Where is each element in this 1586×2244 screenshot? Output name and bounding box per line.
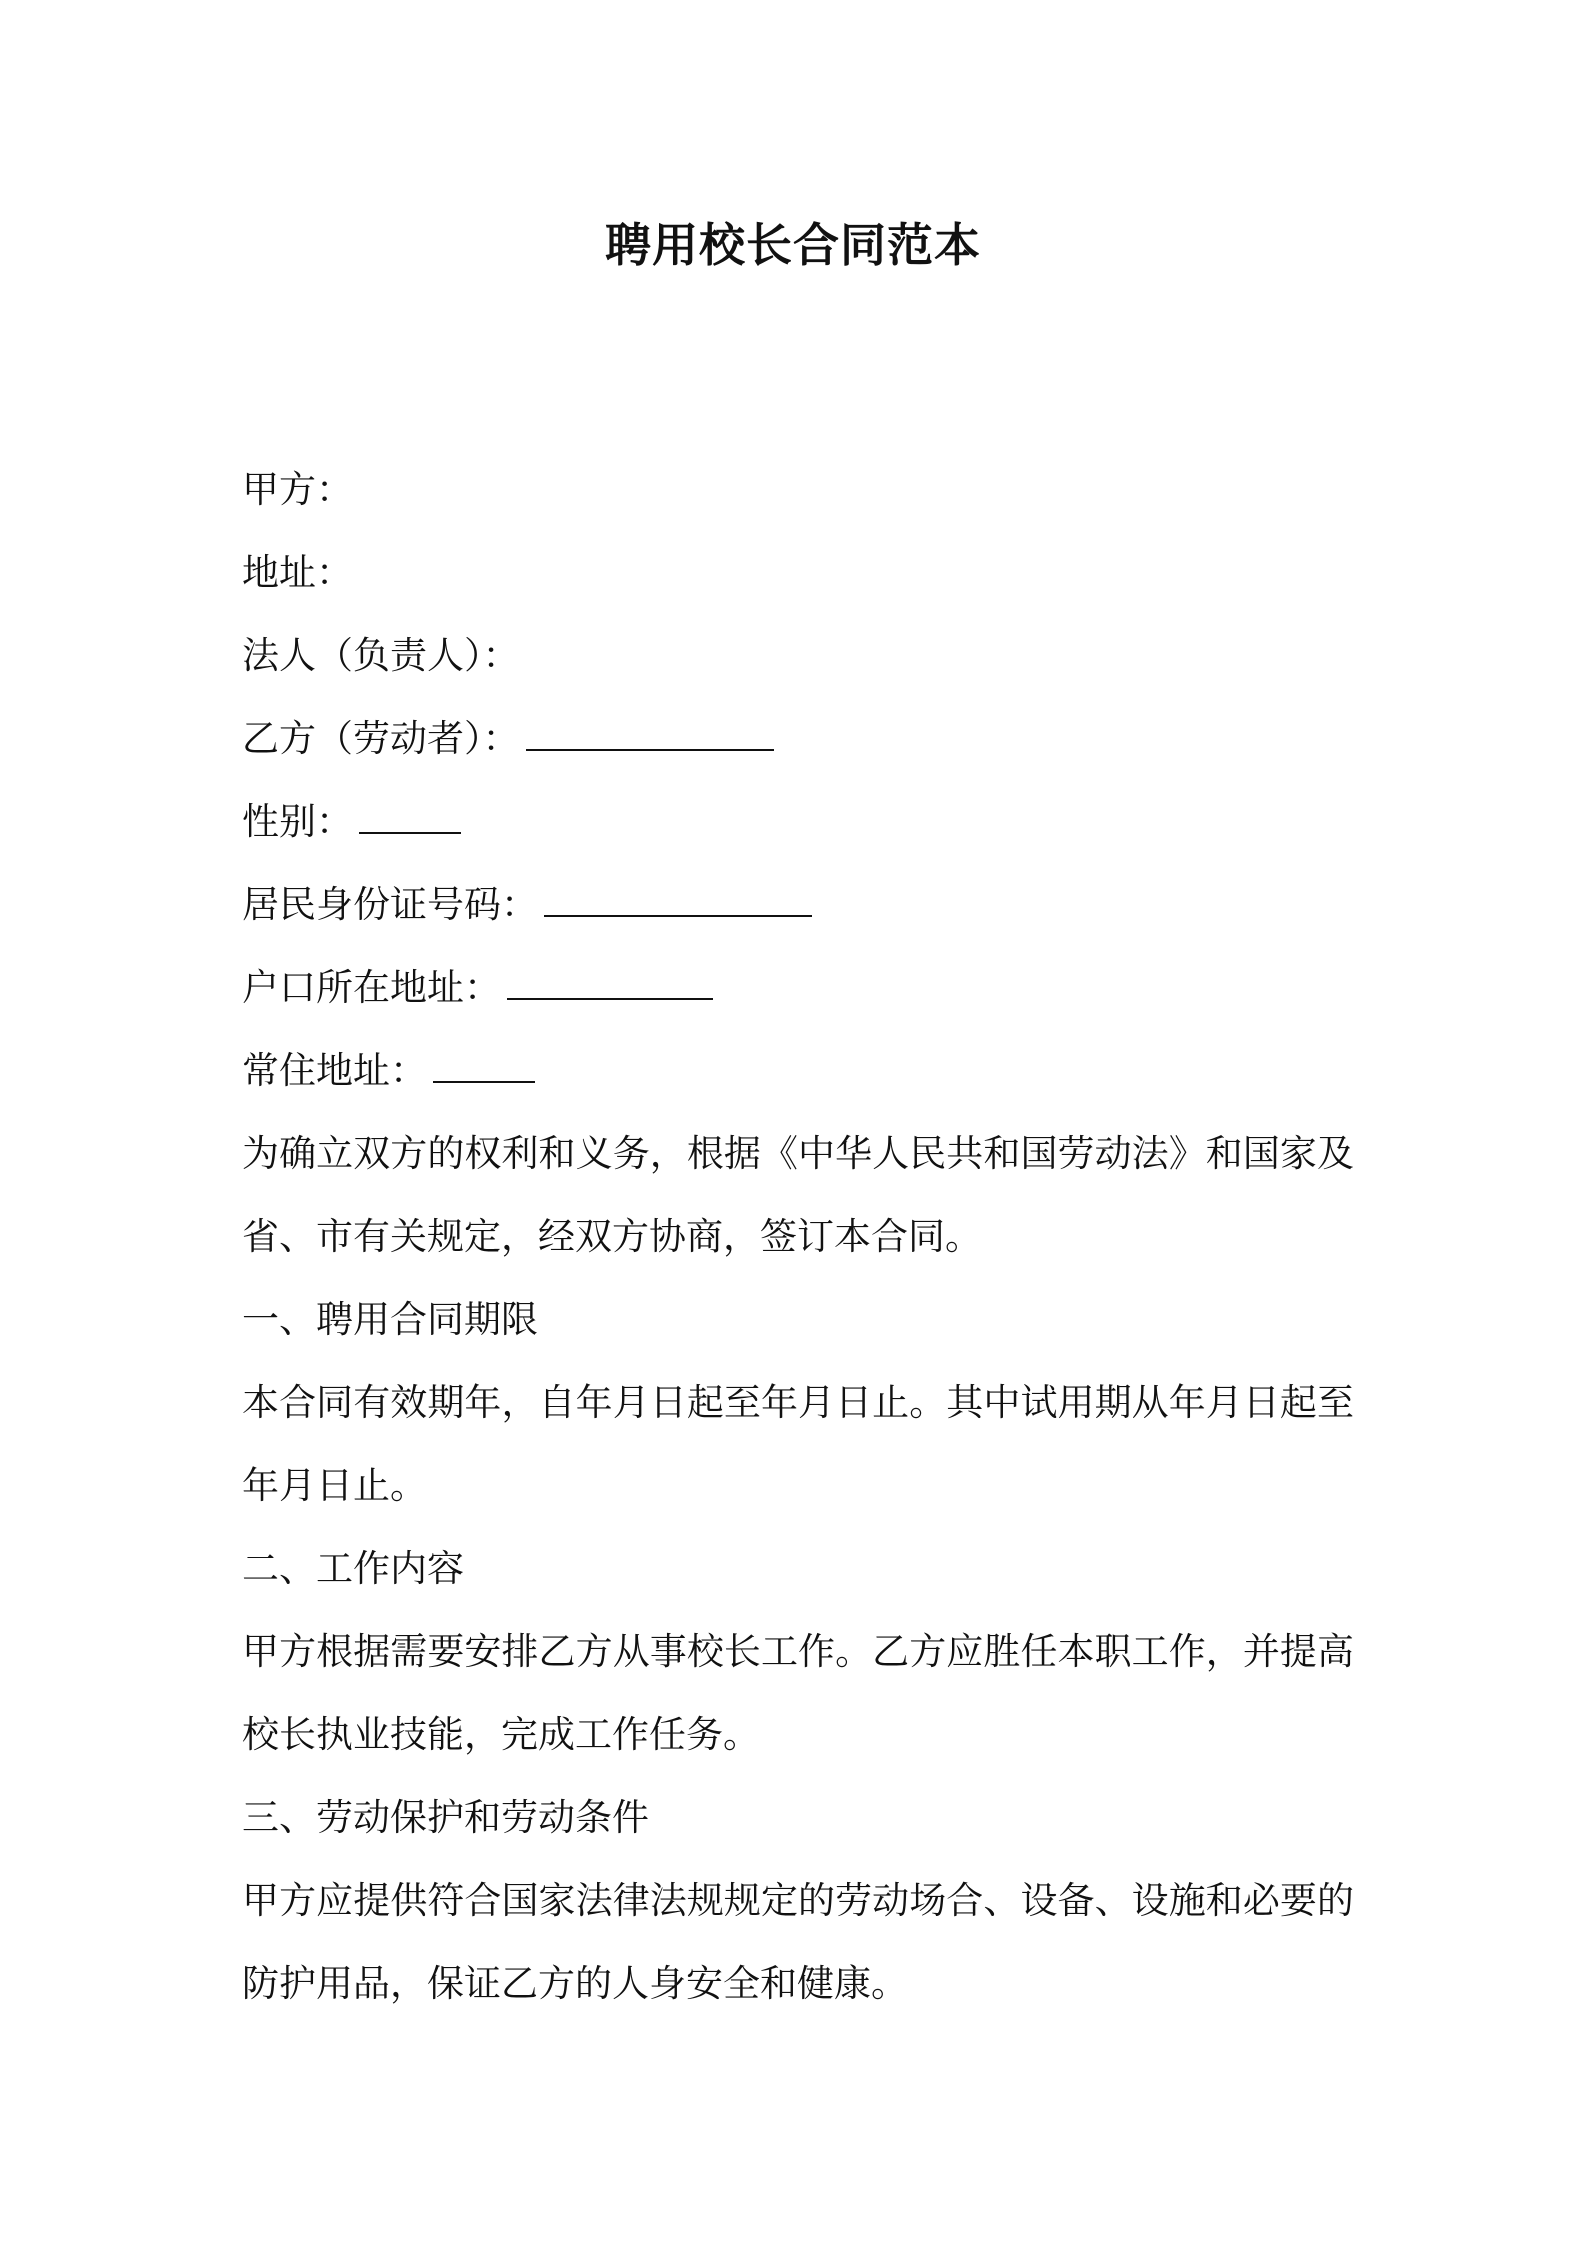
id-number-label: 居民身份证号码： xyxy=(242,883,538,926)
legal-rep-line xyxy=(242,614,1354,697)
party-a-address-label: 地址： xyxy=(242,551,353,594)
party-b-label: 乙方（劳动者）： xyxy=(242,717,520,760)
party-a-label: 甲方： xyxy=(242,468,353,511)
section-text: 本合同有效期年，自年月日起至年月日止。其中试用期从年月日起至年月日止。 xyxy=(242,1381,1354,1507)
section-heading: 一、聘用合同期限 xyxy=(242,1298,538,1341)
gender-line xyxy=(242,780,1354,863)
id-number-line xyxy=(242,863,1354,946)
hukou-address-line xyxy=(242,946,1354,1029)
document-body xyxy=(242,448,1354,2025)
hukou-address-blank xyxy=(507,968,713,1000)
section-heading: 三、劳动保护和劳动条件 xyxy=(242,1796,649,1839)
intro-paragraph: 为确立双方的权利和义务，根据《中华人民共和国劳动法》和国家及省、市有关规定，经双方协商，签订本合同。 xyxy=(242,1132,1354,1258)
id-number-blank xyxy=(544,885,812,917)
party-b-line xyxy=(242,697,1354,780)
hukou-address-label: 户口所在地址： xyxy=(242,966,501,1009)
section-text: 甲方应提供符合国家法律法规规定的劳动场合、设备、设施和必要的防护用品，保证乙方的人身安全和健康。 xyxy=(242,1879,1354,2005)
document-title: 聘用校长合同范本 xyxy=(605,218,981,272)
party-b-name-blank xyxy=(526,719,774,751)
party-a-address-line xyxy=(242,531,1354,614)
gender-label: 性别： xyxy=(242,800,353,843)
gender-blank xyxy=(359,802,461,834)
residence-address-line xyxy=(242,1029,1354,1112)
residence-address-label: 常住地址： xyxy=(242,1049,427,1092)
residence-address-blank xyxy=(433,1051,535,1083)
legal-rep-label: 法人（负责人）： xyxy=(242,634,520,677)
section-heading: 二、工作内容 xyxy=(242,1547,464,1590)
party-a-line xyxy=(242,448,1354,531)
section-text: 甲方根据需要安排乙方从事校长工作。乙方应胜任本职工作，并提高校长执业技能，完成工作任务。 xyxy=(242,1630,1354,1756)
